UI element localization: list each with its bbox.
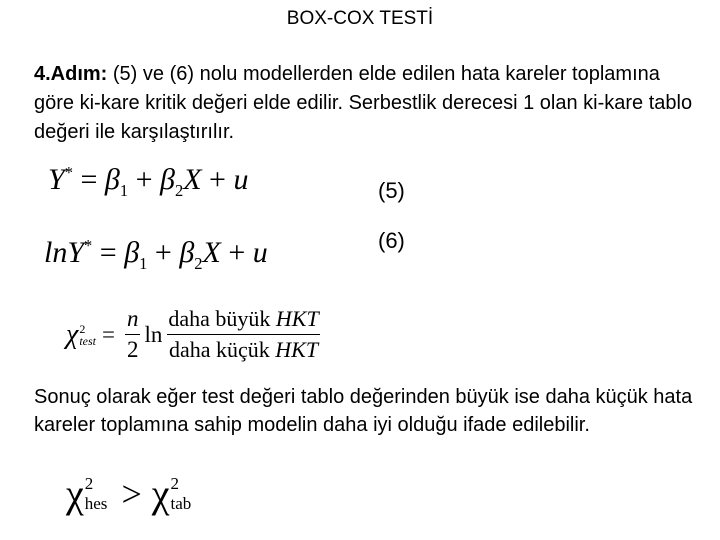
chi-hes-subscript: hes: [84, 493, 108, 513]
conclusion-paragraph: Sonuç olarak eğer test değeri tablo değerinden büyük ise daha küçük hata kareler toplamına sahip modelin daha iyi olduğu ifade edilebilir.: [34, 386, 693, 436]
step-paragraph: [34, 60, 694, 147]
step-text: (5) ve (6) nolu modellerden elde edilen hata kareler toplamına göre ki-kare kritik değeri elde edilir. Serbestlik derecesi 1 olan ki-kare tablo değeri ile karşılaştırılır.: [34, 63, 693, 143]
greater-than: >: [121, 473, 142, 514]
denominator-label: daha küçük: [168, 337, 270, 362]
n-over-2-fraction: $\frac{n}{2}$: [126, 306, 139, 362]
equation-6-tag: (6): [378, 228, 405, 253]
step-label: 4.Adım:: [34, 63, 108, 85]
equation-6: $\ln Y^* = \beta_1 + \beta_2X + u$: [44, 236, 268, 273]
chi-inequality: χ 2 hes > χ 2 tab: [66, 471, 192, 516]
ln-label: ln: [144, 321, 163, 347]
chi-tab-subscript: tab: [170, 493, 192, 513]
star-superscript: *: [64, 163, 73, 182]
equation-5-tag: (5): [378, 178, 405, 203]
star-superscript: *: [84, 236, 93, 255]
slide-title: BOX-COX TESTİ: [286, 8, 434, 29]
ln-label: ln: [44, 236, 68, 269]
chi-test-formula: χ 2 test = $\frac{n}{2}$ ln $\frac{\text{daha büyük HKT}}{\text{daha küçük HKT}}$: [66, 306, 319, 362]
hkt-ratio-fraction: $\frac{\text{daha büyük HKT}}{\text{daha küçük HKT}}$: [168, 306, 319, 362]
chi-superscript: 2: [79, 321, 86, 336]
chi-subscript: test: [79, 333, 96, 348]
equation-5: $Y^* = \beta_1 + \beta_2X + u$: [48, 163, 249, 200]
numerator-label: daha büyük: [168, 306, 271, 331]
